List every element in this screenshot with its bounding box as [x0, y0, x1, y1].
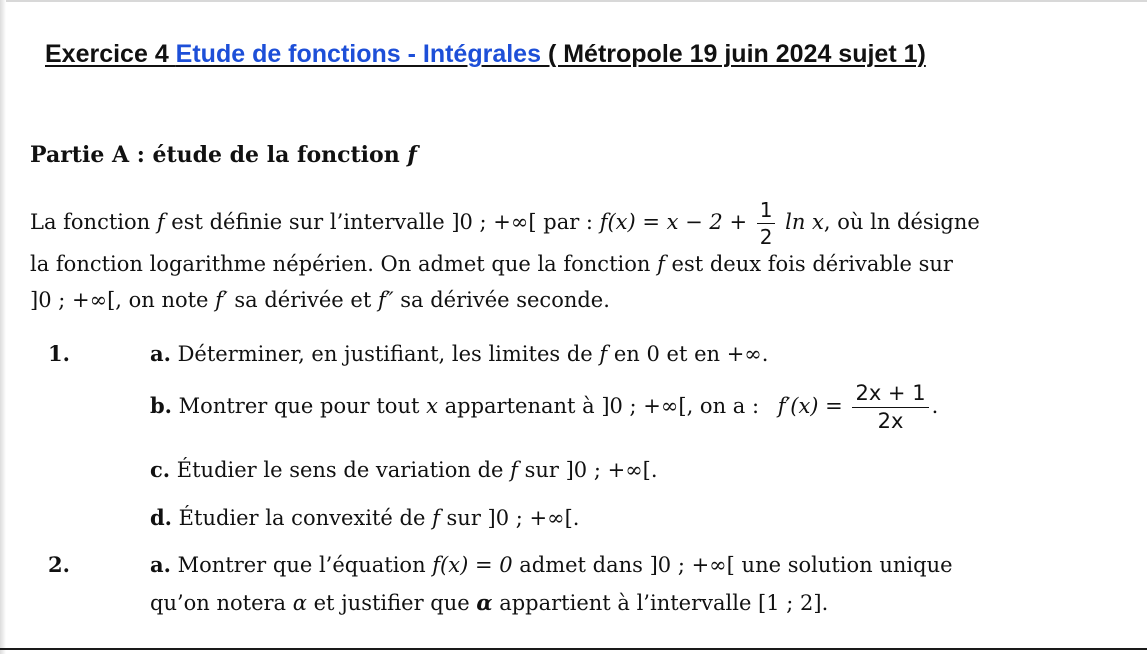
- intro-text: la fonction logarithme népérien. On admet que la fonction: [30, 252, 658, 276]
- part-a-heading-text: Partie A : étude de la fonction: [30, 142, 408, 168]
- intro-text: , où ln désigne: [823, 210, 980, 234]
- part-a-heading: [30, 142, 417, 168]
- fraction-one-half: [757, 200, 776, 247]
- title-topic: Etude de fonctions - Intégrales: [175, 40, 541, 68]
- question-text: .: [931, 394, 939, 418]
- question-2a-line-2: [150, 590, 828, 615]
- question-var-x: x: [426, 394, 438, 418]
- intro-var-f-prime: f′: [215, 288, 228, 312]
- fraction-denominator: 2x: [877, 409, 904, 433]
- question-2a: [150, 552, 953, 577]
- fraction-numerator: 1: [757, 200, 776, 224]
- intro-text: est deux fois dérivable sur: [664, 252, 953, 276]
- subquestion-label: d.: [150, 505, 172, 530]
- fraction-derivative: [852, 383, 928, 432]
- intro-var-f: f: [657, 252, 665, 276]
- question-text: en 0 et en +∞.: [607, 342, 769, 366]
- fraction-denominator: 2: [759, 225, 773, 249]
- question-text: Montrer que l’équation: [170, 553, 433, 577]
- title-prefix: Exercice 4: [45, 40, 176, 68]
- question-1-number: 1.: [48, 341, 70, 366]
- question-text: appartient à l’intervalle [1 ; 2].: [492, 591, 829, 615]
- question-var-f: f: [510, 458, 518, 482]
- intro-var-f: f: [156, 210, 165, 234]
- question-1d: [150, 505, 579, 530]
- formula-f-right: ln x: [778, 210, 824, 234]
- intro-text: sa dérivée seconde.: [393, 288, 610, 312]
- subquestion-label: b.: [150, 393, 172, 418]
- bottom-rule: [0, 648, 1147, 650]
- intro-text: La fonction: [30, 210, 157, 234]
- question-var-alpha: α: [476, 590, 493, 615]
- question-1b: [150, 383, 938, 432]
- question-text: sur ]0 ; +∞[.: [517, 458, 658, 482]
- subquestion-label: a.: [150, 341, 171, 366]
- formula-equation: f(x) = 0: [432, 553, 513, 577]
- title-source: ( Métropole 19 juin 2024 sujet 1): [541, 40, 926, 68]
- question-text: admet dans ]0 ; +∞[ une solution unique: [512, 553, 953, 577]
- page-left-edge: [0, 0, 6, 654]
- question-var-f: f: [432, 506, 440, 530]
- question-1a: [150, 341, 768, 366]
- question-text: qu’on notera: [150, 591, 293, 615]
- intro-line-1: [30, 200, 980, 247]
- question-var-f: f: [599, 342, 608, 366]
- intro-text: est définie sur l’intervalle ]0 ; +∞[ par :: [164, 210, 600, 234]
- question-text: et justifier que: [306, 591, 477, 615]
- intro-line-2: [30, 252, 953, 276]
- formula-f-prime-left: f′(x) =: [777, 394, 850, 418]
- fraction-numerator: 2x + 1: [852, 383, 928, 408]
- intro-text: ]0 ; +∞[, on note: [30, 288, 216, 312]
- subquestion-label: c.: [150, 457, 171, 482]
- question-text: Étudier la convexité de: [172, 506, 433, 530]
- intro-var-f-second: f″: [377, 288, 394, 312]
- formula-f-left: f(x) = x − 2 +: [599, 210, 754, 234]
- intro-text: sa dérivée et: [227, 288, 378, 312]
- part-a-heading-var: f: [407, 142, 417, 168]
- question-text: appartenant à ]0 ; +∞[, on a :: [437, 394, 766, 418]
- question-text: sur ]0 ; +∞[.: [439, 506, 580, 530]
- question-1c: [150, 457, 658, 482]
- question-text: Montrer que pour tout: [172, 394, 427, 418]
- question-2-number: 2.: [48, 552, 70, 577]
- question-text: Déterminer, en justifiant, les limites de: [170, 342, 600, 366]
- subquestion-label: a.: [150, 552, 171, 577]
- exercise-title: [45, 40, 942, 69]
- intro-line-3: [30, 288, 610, 312]
- question-text: Étudier le sens de variation de: [170, 458, 511, 482]
- question-var-alpha: α: [292, 591, 307, 615]
